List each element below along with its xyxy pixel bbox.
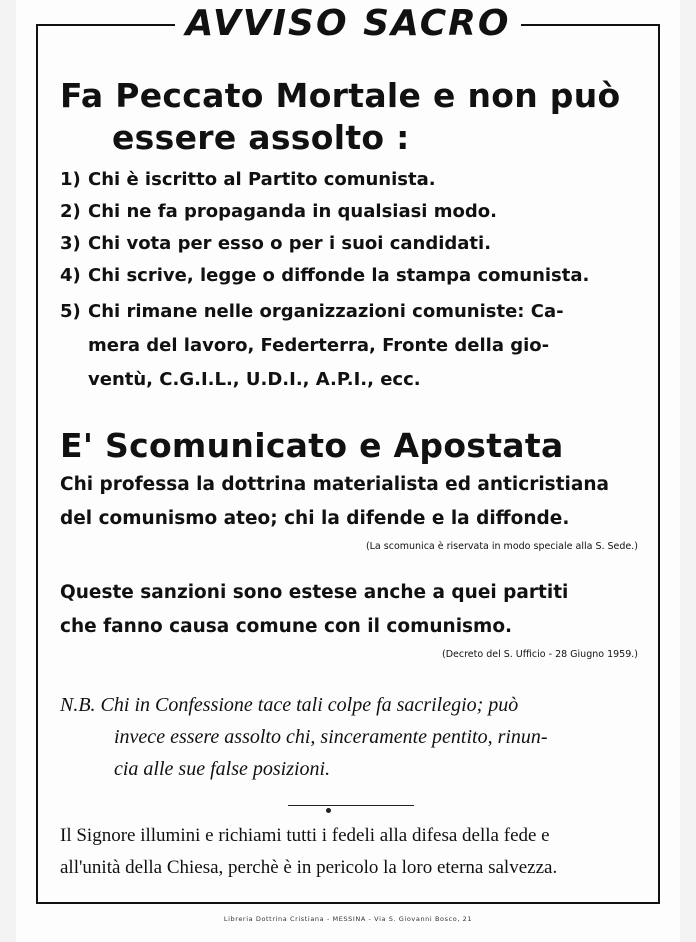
list-item-text: Chi rimane nelle organizzazioni comuniste: Ca-	[88, 301, 564, 322]
mortal-sin-heading-line2: essere assolto :	[112, 118, 410, 157]
list-item-number: 2)	[60, 201, 81, 222]
sanctions-line1: Queste sanzioni sono estese anche a quei partiti	[60, 582, 569, 603]
title-bar	[0, 2, 696, 46]
list-item-continuation: mera del lavoro, Federterra, Fronte della gio-	[88, 335, 550, 356]
list-item-number: 3)	[60, 233, 81, 254]
nota-bene-line3-text: cia alle sue false posizioni.	[114, 758, 331, 780]
excommunication-line1: Chi professa la dottrina materialista ed anticristiana	[60, 474, 610, 495]
list-item	[60, 196, 640, 228]
list-item	[60, 164, 640, 196]
separator-rule	[288, 805, 414, 806]
list-item-number: 1)	[60, 169, 81, 190]
mortal-sin-heading-line1: Fa Peccato Mortale e non può	[60, 76, 621, 115]
closing-line1: Il Signore illumini e richiami tutti i fedeli alla difesa della fede e	[60, 825, 550, 846]
decree-note: (Decreto del S. Ufficio - 28 Giugno 1959.)	[442, 649, 638, 660]
list-item-number: 4)	[60, 265, 81, 286]
list-item-text: Chi ne fa propaganda in qualsiasi modo.	[88, 201, 497, 222]
nota-bene-line3	[60, 754, 640, 785]
list-item-text: Chi è iscritto al Partito comunista.	[88, 169, 436, 190]
excommunication-line2: del comunismo ateo; chi la difende e la diffonde.	[60, 508, 570, 529]
closing-line2: all'unità della Chiesa, perchè è in pericolo la loro eterna salvezza.	[60, 857, 558, 878]
list-item-continuation: ventù, C.G.I.L., U.D.I., A.P.I., ecc.	[88, 369, 421, 390]
list-item-text: Chi scrive, legge o diffonde la stampa comunista.	[88, 265, 590, 286]
excommunication-note: (La scomunica è riservata in modo speciale alla S. Sede.)	[365, 541, 638, 552]
list-item-text: Chi vota per esso o per i suoi candidati.	[88, 233, 492, 254]
printer-imprint: Libreria Dottrina Cristiana - MESSINA - Via S. Giovanni Bosco, 21	[223, 915, 473, 923]
nota-bene-line2-text: invece essere assolto chi, sinceramente pentito, rinun-	[114, 726, 548, 748]
poster-title: AVVISO SACRO	[175, 2, 520, 46]
nota-bene-line1: N.B. Chi in Confessione tace tali colpe fa sacrilegio; può	[60, 694, 519, 716]
list-item	[60, 260, 640, 292]
list-item	[60, 228, 640, 260]
sanctions-line2: che fanno causa comune con il comunismo.	[60, 616, 513, 637]
list-item-number: 5)	[60, 301, 81, 322]
nota-bene-line2	[60, 722, 640, 753]
separator-dot	[326, 808, 331, 813]
list-item	[60, 296, 640, 328]
excommunication-heading: E' Scomunicato e Apostata	[60, 426, 564, 465]
